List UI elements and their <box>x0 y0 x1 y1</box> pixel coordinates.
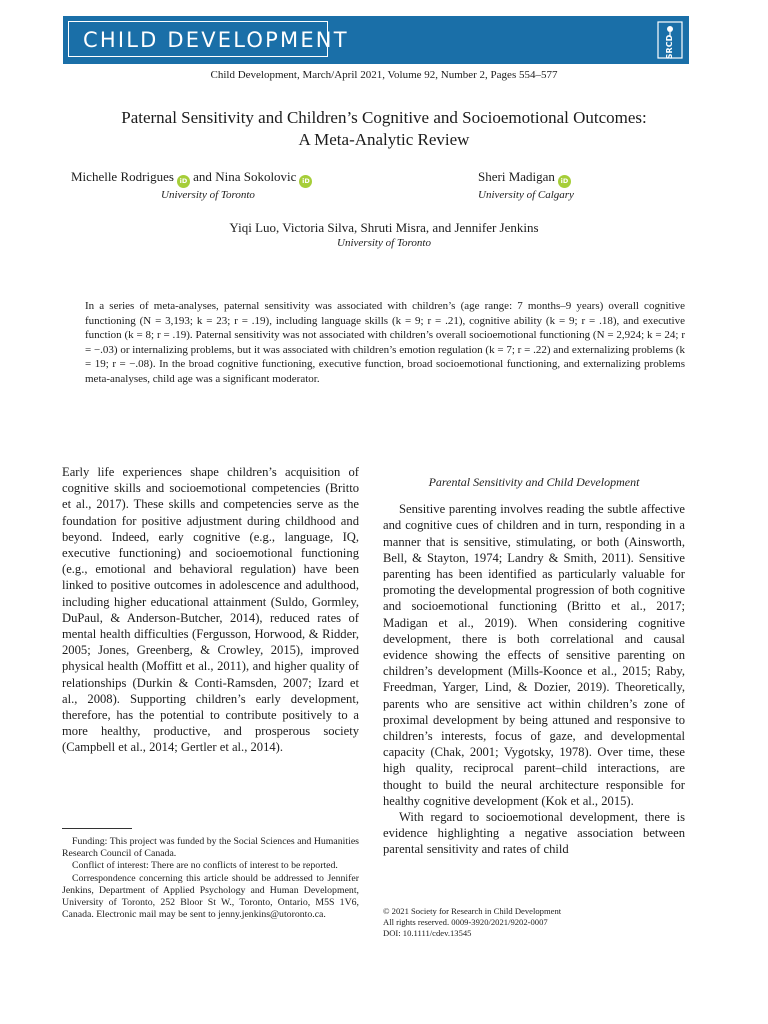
author-names: Yiqi Luo, Victoria Silva, Shruti Misra, and Jennifer Jenkins <box>229 220 539 235</box>
doi-line[interactable]: DOI: 10.1111/cdev.13545 <box>383 928 472 938</box>
orcid-icon[interactable]: iD <box>299 175 312 188</box>
copyright-notice <box>383 906 685 939</box>
author-name: Sheri Madigan <box>478 169 555 184</box>
footnote-conflict: Conflict of interest: There are no conflicts of interest to be reported. <box>72 860 338 872</box>
author-group-2 <box>478 168 678 202</box>
srcd-logo-icon <box>657 21 683 59</box>
author-group-1 <box>71 168 401 202</box>
section-heading: Parental Sensitivity and Child Development <box>428 475 640 489</box>
article-title-line-1: Paternal Sensitivity and Children’s Cognitive and Socioemotional Outcomes: <box>121 108 647 127</box>
footnote-divider <box>62 828 132 829</box>
author-affiliation: University of Calgary <box>478 189 574 201</box>
journal-citation: Child Development, March/April 2021, Volume 92, Number 2, Pages 554–577 <box>210 69 558 81</box>
article-title-line-2: A Meta-Analytic Review <box>298 130 470 149</box>
rights-line: All rights reserved. 0009-3920/2021/9202-0007 <box>383 917 548 927</box>
footnotes <box>62 836 359 921</box>
body-paragraph: Early life experiences shape children’s acquisition of cognitive skills and socioemotional competencies (Britto et al., 2017). These skills and competencies serve as the foundation for positive adjustment during childhood and beyond. Indeed, early cognitive (e.g., language, IQ, executive functioning) and socioemotional functioning (e.g., emotional and behavioral regulation) have been linked to positive outcomes in adolescence and adulthood, including higher educational attainment (Suldo, Gormley, DuPaul, & Anderson-Butcher, 2014), reduced rates of mental health difficulties (Fergusson, Horwood, & Ridder, 2005; Jones, Greenberg, & Crowley, 2015), improved physical health (Moffitt et al., 2011), and higher quality of relationships (Durkin & Conti-Ramsden, 2007; Izard et al., 2008). Supporting children’s early development, therefore, has the potential to contribute positively to a more healthy, productive, and prosperous society (Campbell et al., 2014; Gertler et al., 2014). <box>62 465 359 755</box>
journal-title: CHILD DEVELOPMENT <box>83 28 349 52</box>
footnote-correspondence: Correspondence concerning this article should be addressed to Jennifer Jenkins, Department of Applied Psychology and Human Development, University of Toronto, 252 Bloor St W., Toronto, Ontario, M5S 1V6, Canada. Electronic mail may be sent to jenny.jenkins@utoronto.ca. <box>62 872 359 921</box>
orcid-icon[interactable]: iD <box>558 175 571 188</box>
journal-banner <box>63 16 689 64</box>
footnote-funding: Funding: This project was funded by the Social Sciences and Humanities Research Council of Canada. <box>62 836 359 860</box>
author-affiliation: University of Toronto <box>161 189 255 201</box>
author-name: Nina Sokolovic <box>215 169 297 184</box>
body-column-right <box>383 464 685 858</box>
author-connector: and <box>193 169 212 184</box>
orcid-icon[interactable]: iD <box>177 175 190 188</box>
author-group-3 <box>0 219 768 250</box>
author-name: Michelle Rodrigues <box>71 169 174 184</box>
body-paragraph: Sensitive parenting involves reading the subtle affective and cognitive cues of children and in turn, responding in a manner that is sensitive, stimulating, or both (Ainsworth, Bell, & Stayton, 1974; Landry & Smith, 2011). Sensitive parenting has been identified as particularly valuable for promoting the developmental progression of both cognitive and socioemotional functioning (Britto et al., 2017; Madigan et al., 2019). When considering cognitive development, there is both correlational and causal evidence showing the effects of sensitive parenting on children’s development (Mills-Koonce et al., 2015; Raby, Freedman, Yarger, Lind, & Dozier, 2019). Theoretically, parents who are sensitive act within children’s zone of proximal development by being attuned and responsive to children’s interests, focus of gaze, and developmental capacity (Chak, 2001; Vygotsky, 1978). Over time, these high quality, reciprocal parent–child interactions, are thought to build the neural architecture responsible for healthy cognitive development (Kok et al., 2015). <box>383 502 685 808</box>
abstract: In a series of meta-analyses, paternal sensitivity was associated with children’s (age range: 7 months–9 years) overall cognitive functioning (N = 3,193; k = 23; r = .19), including language skills (k = 9; r = .21), cognitive ability (k = 9; r = .18), and executive function (k = 8; r = .19). Paternal sensitivity was not associated with children’s overall socioemotional functioning (N = 2,924; k = 24; r = −.03) or internalizing problems, but it was associated with children’s emotion regulation (k = 7; r = .22) and externalizing problems (k = 19; r = −.08). In the broad cognitive functioning, executive function, broad socioemotional functioning, and externalizing problems meta-analyses, child age was a significant moderator. <box>85 300 685 385</box>
body-column-left <box>62 464 359 756</box>
srcd-logo-text: SRCD <box>665 34 674 59</box>
body-paragraph: With regard to socioemotional development, there is evidence highlighting a negative association between parental sensitivity and rates of child <box>383 810 685 857</box>
author-affiliation: University of Toronto <box>337 237 431 249</box>
article-title <box>0 107 768 151</box>
copyright-line: © 2021 Society for Research in Child Development <box>383 906 562 916</box>
journal-title-frame <box>68 21 349 57</box>
